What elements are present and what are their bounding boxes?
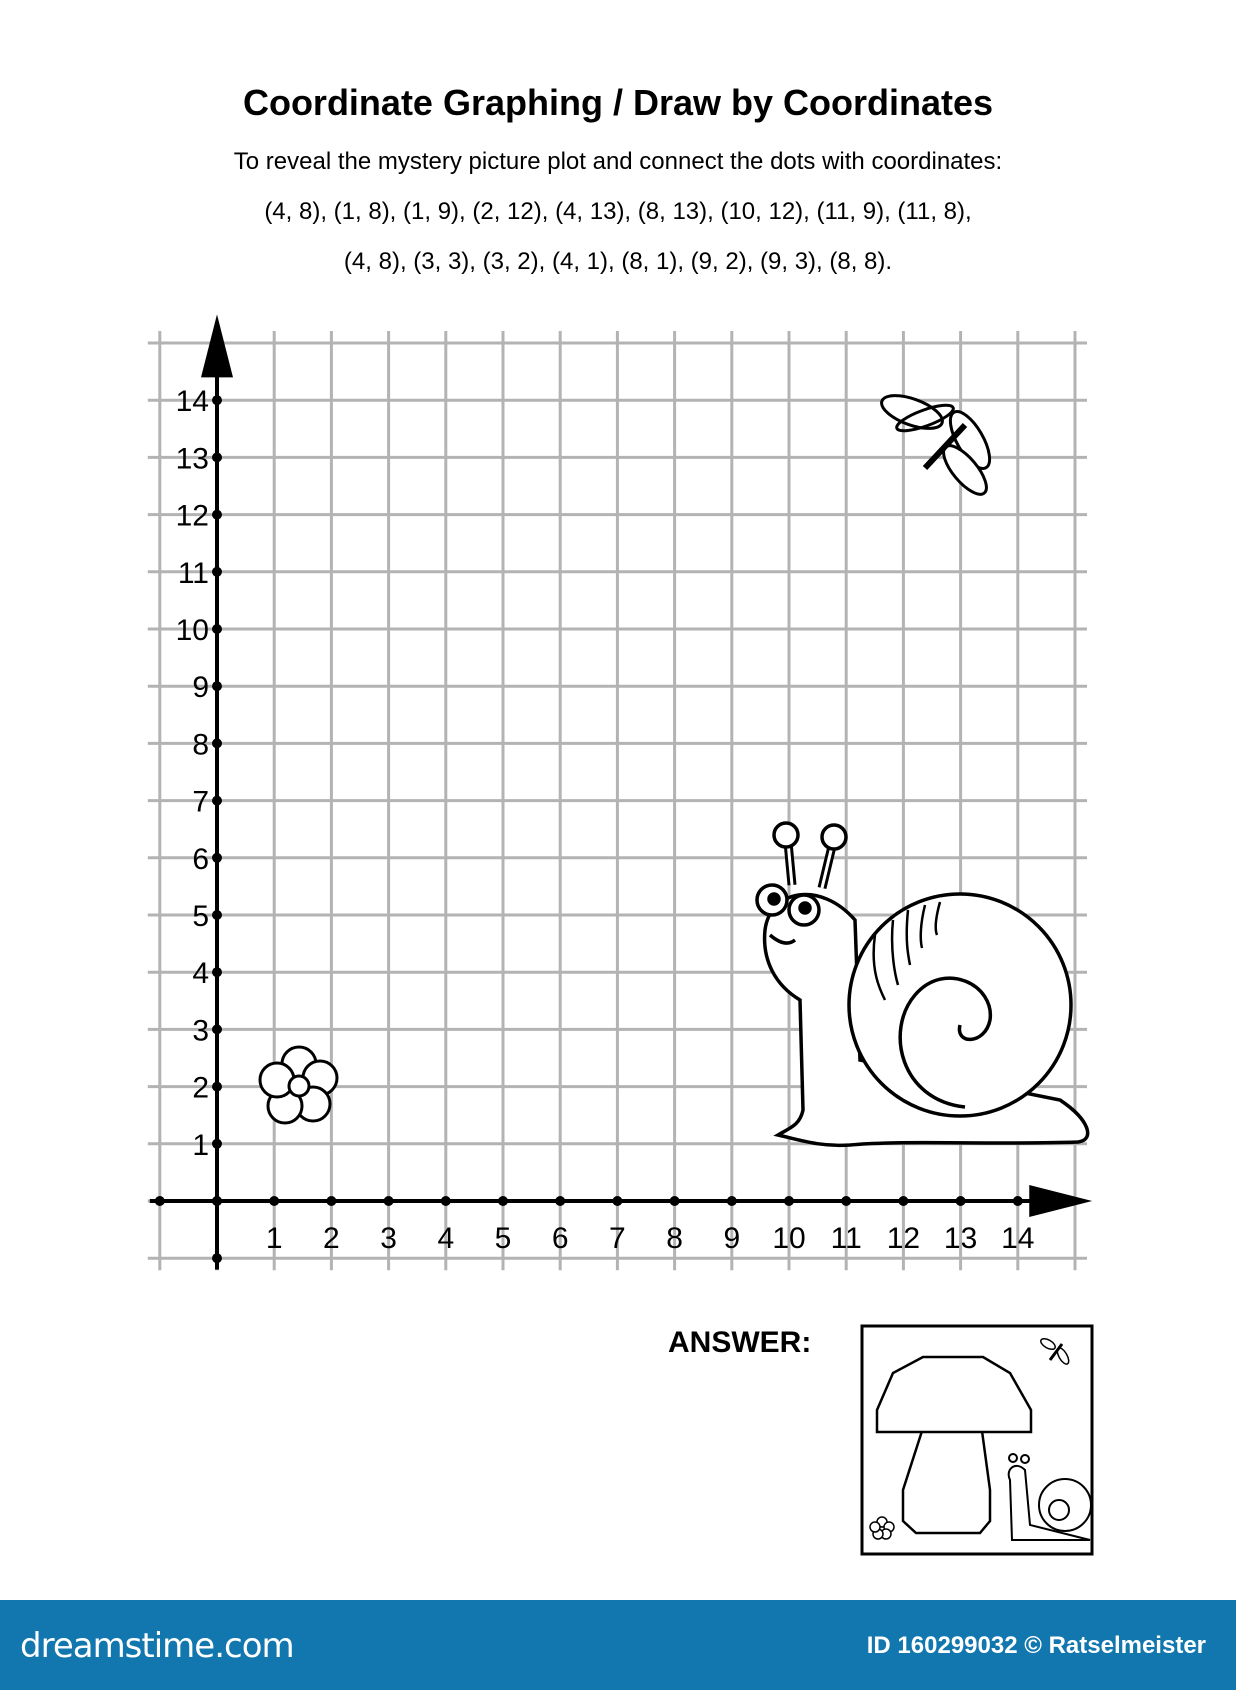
- y-axis-tick: [212, 796, 222, 806]
- y-axis-tick: [212, 910, 222, 920]
- answer-box: [862, 1326, 1092, 1554]
- x-tick-label: 11: [830, 1222, 862, 1255]
- y-axis-tick: [212, 738, 222, 748]
- x-axis-tick: [727, 1196, 737, 1206]
- x-axis-tick: [269, 1196, 279, 1206]
- footer-bar: [0, 1600, 1236, 1690]
- x-tick-label: 4: [437, 1222, 455, 1255]
- x-tick-label: 7: [609, 1222, 626, 1255]
- y-axis-tick: [212, 1196, 222, 1206]
- y-axis-tick: [212, 1253, 222, 1263]
- x-tick-label: 2: [323, 1222, 340, 1255]
- y-axis-tick: [212, 510, 222, 520]
- y-tick-label: 4: [192, 957, 209, 991]
- x-axis-tick: [384, 1196, 394, 1206]
- instruction-text: To reveal the mystery picture plot and connect the dots with coordinates:: [233, 148, 1003, 175]
- y-axis-tick: [212, 681, 222, 691]
- y-tick-label: 1: [192, 1128, 209, 1162]
- snail-icon: [757, 823, 1088, 1145]
- y-tick-label: 3: [192, 1014, 209, 1048]
- x-axis-tick: [326, 1196, 336, 1206]
- x-axis-tick: [841, 1196, 851, 1206]
- x-tick-label: 5: [494, 1222, 512, 1255]
- y-tick-label: 8: [192, 728, 209, 762]
- y-axis-tick: [212, 452, 222, 462]
- x-axis-tick: [670, 1196, 680, 1206]
- y-tick-label: 12: [175, 499, 209, 533]
- x-axis-tick: [155, 1196, 165, 1206]
- y-tick-label: 10: [175, 614, 209, 647]
- x-tick-label: 8: [666, 1222, 683, 1255]
- y-axis-tick: [212, 967, 222, 977]
- y-axis-tick: [212, 1082, 222, 1092]
- dreamstime-logo[interactable]: dreamstime.com: [20, 1626, 294, 1666]
- x-tick-label: 1: [265, 1222, 283, 1255]
- coordinates-line-2: (4, 8), (3, 3), (3, 2), (4, 1), (8, 1), (9, 2), (9, 3), (8, 8).: [343, 248, 893, 275]
- x-tick-label: 12: [886, 1222, 921, 1255]
- x-axis-tick: [956, 1196, 966, 1206]
- y-axis-tick: [212, 395, 222, 405]
- y-tick-label: 11: [177, 556, 209, 590]
- x-axis-tick: [898, 1196, 908, 1206]
- dragonfly-icon: [877, 389, 997, 501]
- y-tick-label: 14: [175, 385, 209, 419]
- worksheet-title: Coordinate Graphing / Draw by Coordinates: [242, 82, 994, 123]
- y-tick-label: 7: [192, 785, 209, 819]
- y-tick-label: 2: [192, 1071, 209, 1105]
- y-axis-arrow-icon: [201, 314, 233, 377]
- x-axis-tick: [784, 1196, 794, 1206]
- x-tick-label: 9: [723, 1222, 741, 1255]
- y-tick-label: 5: [192, 900, 209, 933]
- x-axis-tick: [1013, 1196, 1023, 1206]
- x-tick-label: 14: [1001, 1222, 1035, 1255]
- flower-icon: [260, 1047, 337, 1123]
- y-tick-label: 13: [175, 442, 209, 476]
- x-tick-label: 6: [551, 1222, 569, 1255]
- answer-label: ANSWER:: [668, 1326, 812, 1359]
- x-tick-label: 13: [943, 1222, 978, 1255]
- y-tick-label: 6: [192, 842, 209, 876]
- y-axis-tick: [212, 624, 222, 634]
- x-axis-tick: [555, 1196, 565, 1206]
- y-axis-tick: [212, 567, 222, 577]
- y-tick-label: 9: [192, 671, 209, 705]
- x-tick-label: 3: [380, 1222, 397, 1255]
- x-tick-label: 10: [772, 1222, 806, 1255]
- y-axis-tick: [212, 1024, 222, 1034]
- x-axis-tick: [441, 1196, 451, 1206]
- coordinates-line-1: (4, 8), (1, 8), (1, 9), (2, 12), (4, 13), (8, 13), (10, 12), (11, 9), (11, 8),: [264, 198, 972, 225]
- image-credit: ID 160299032 © Ratselmeister: [866, 1632, 1206, 1659]
- x-axis-tick: [612, 1196, 622, 1206]
- x-axis-arrow-icon: [1029, 1185, 1092, 1217]
- x-axis-tick: [498, 1196, 508, 1206]
- y-axis-tick: [212, 1139, 222, 1149]
- y-axis-tick: [212, 853, 222, 863]
